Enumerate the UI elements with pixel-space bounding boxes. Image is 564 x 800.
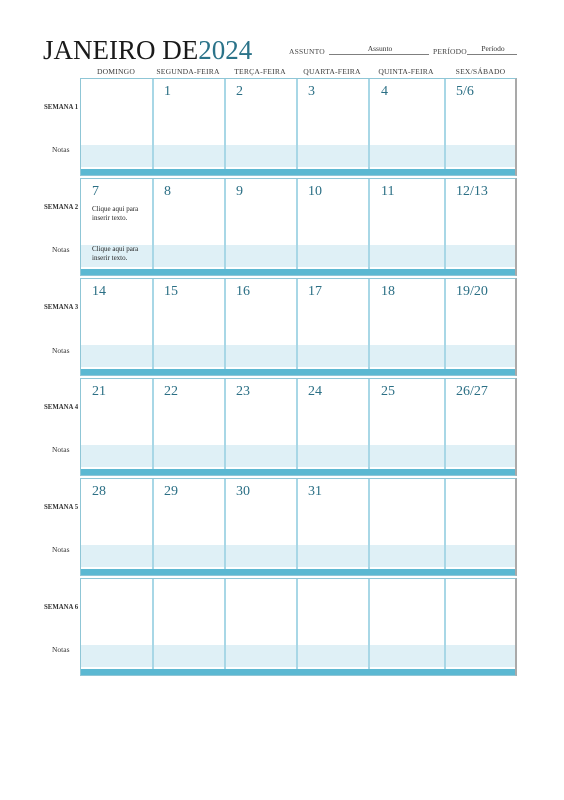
dayname-thursday: QUINTA-FEIRA xyxy=(378,67,434,76)
period-label: PERÍODO xyxy=(433,47,467,56)
column-divider xyxy=(224,279,226,369)
dayname-fri-sat: SEX/SÁBADO xyxy=(455,67,506,76)
dayname-monday: SEGUNDA-FEIRA xyxy=(156,67,220,76)
day-number: 22 xyxy=(164,384,178,399)
notes-band[interactable] xyxy=(81,345,515,367)
subject-label: ASSUNTO xyxy=(289,47,325,56)
week-row-2 xyxy=(80,178,517,276)
column-divider xyxy=(224,79,226,169)
column-divider xyxy=(368,79,370,169)
column-divider xyxy=(224,379,226,469)
week-label-3: SEMANA 3 xyxy=(44,304,79,311)
column-divider xyxy=(444,179,446,269)
dayname-sunday: DOMINGO xyxy=(96,67,136,76)
day-number: 15 xyxy=(164,284,178,299)
day-number: 4 xyxy=(381,84,388,99)
day-number: 8 xyxy=(164,184,171,199)
notes-band[interactable] xyxy=(81,545,515,567)
week-row-1 xyxy=(80,78,517,176)
column-divider xyxy=(152,279,154,369)
day-number: 18 xyxy=(381,284,395,299)
week-label-4: SEMANA 4 xyxy=(44,404,79,411)
day-number: 5/6 xyxy=(456,84,474,99)
day-number: 7 xyxy=(92,184,99,199)
day-number: 2 xyxy=(236,84,243,99)
text-placeholder[interactable]: Clique aqui para inserir texto. xyxy=(92,205,139,222)
dayname-wednesday: QUARTA-FEIRA xyxy=(303,67,361,76)
week-label-1: SEMANA 1 xyxy=(44,104,79,111)
column-divider xyxy=(296,79,298,169)
notes-label-1: Notas xyxy=(52,145,70,154)
column-divider xyxy=(296,279,298,369)
notes-label-2: Notas xyxy=(52,245,70,254)
day-number: 12/13 xyxy=(456,184,488,199)
day-number: 19/20 xyxy=(456,284,488,299)
column-divider xyxy=(296,579,298,669)
column-divider xyxy=(152,479,154,569)
column-divider xyxy=(368,579,370,669)
bottom-band xyxy=(81,269,515,275)
day-number: 10 xyxy=(308,184,322,199)
week-label-6: SEMANA 6 xyxy=(44,604,79,611)
column-divider xyxy=(296,179,298,269)
week-row-4 xyxy=(80,378,517,476)
column-divider xyxy=(368,479,370,569)
day-number: 29 xyxy=(164,484,178,499)
column-divider xyxy=(444,79,446,169)
day-number: 1 xyxy=(164,84,171,99)
day-number: 21 xyxy=(92,384,106,399)
notes-label-6: Notas xyxy=(52,645,70,654)
bottom-band xyxy=(81,369,515,375)
day-number: 11 xyxy=(381,184,395,199)
column-divider xyxy=(444,479,446,569)
period-underline xyxy=(467,54,517,55)
notes-band[interactable] xyxy=(81,445,515,467)
day-number: 26/27 xyxy=(456,384,488,399)
day-number: 9 xyxy=(236,184,243,199)
year-title: 2024 xyxy=(198,35,253,65)
column-divider xyxy=(224,479,226,569)
notes-label-4: Notas xyxy=(52,445,70,454)
column-divider xyxy=(152,579,154,669)
column-divider xyxy=(224,179,226,269)
column-divider xyxy=(152,379,154,469)
column-divider xyxy=(444,279,446,369)
bottom-band xyxy=(81,569,515,575)
column-divider xyxy=(444,579,446,669)
bottom-band xyxy=(81,669,515,675)
day-number: 14 xyxy=(92,284,106,299)
bottom-band xyxy=(81,469,515,475)
column-divider xyxy=(368,279,370,369)
column-divider xyxy=(296,379,298,469)
bottom-band xyxy=(81,169,515,175)
column-divider xyxy=(368,179,370,269)
day-number: 3 xyxy=(308,84,315,99)
day-number: 31 xyxy=(308,484,322,499)
day-number: 25 xyxy=(381,384,395,399)
notes-placeholder[interactable]: Clique aqui para inserir texto. xyxy=(92,245,139,262)
week-label-2: SEMANA 2 xyxy=(44,204,79,211)
day-number: 23 xyxy=(236,384,250,399)
column-divider xyxy=(368,379,370,469)
week-row-5 xyxy=(80,478,517,576)
notes-band[interactable] xyxy=(81,145,515,167)
week-label-5: SEMANA 5 xyxy=(44,504,79,511)
subject-value[interactable]: Assunto xyxy=(367,44,393,53)
column-divider xyxy=(296,479,298,569)
day-number: 16 xyxy=(236,284,250,299)
column-divider xyxy=(152,79,154,169)
column-divider xyxy=(224,579,226,669)
day-number: 17 xyxy=(308,284,322,299)
column-divider xyxy=(444,379,446,469)
notes-band[interactable] xyxy=(81,645,515,667)
week-row-3 xyxy=(80,278,517,376)
page-title xyxy=(43,34,252,66)
notes-label-3: Notas xyxy=(52,346,70,355)
day-number: 30 xyxy=(236,484,250,499)
notes-label-5: Notas xyxy=(52,545,70,554)
day-number: 28 xyxy=(92,484,106,499)
week-row-6 xyxy=(80,578,517,676)
period-value[interactable]: Período xyxy=(481,44,505,53)
subject-underline xyxy=(329,54,429,55)
day-number: 24 xyxy=(308,384,322,399)
dayname-tuesday: TERÇA-FEIRA xyxy=(234,67,286,76)
month-title: JANEIRO DE xyxy=(43,35,199,65)
